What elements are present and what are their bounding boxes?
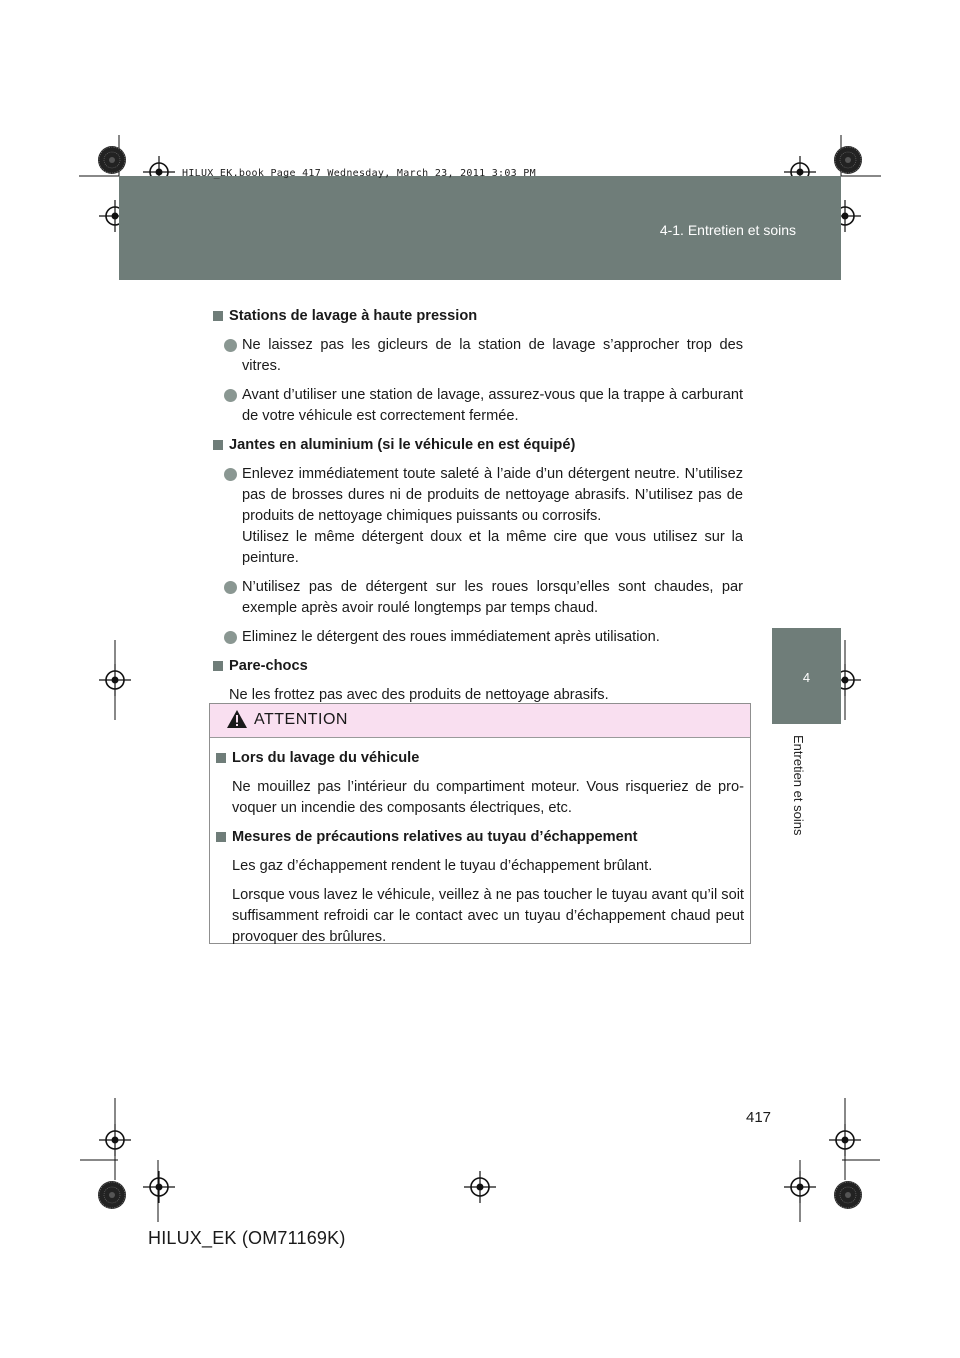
warning-triangle-icon (226, 709, 248, 729)
list-item (213, 627, 743, 648)
warning-text: Lorsque vous lavez le véhicule, veillez à ne pas toucher le tuyau avant qu’il soit suffisamment refroidi car le contact avec un tuyau d’échappement chaud peut provoquer des brûlures. (232, 887, 744, 945)
section-heading: Stations de lavage à haute pression (213, 306, 743, 327)
section-heading: Jantes en aluminium (si le véhicule en est équipé) (213, 435, 743, 456)
bullet-icon (224, 468, 237, 481)
book-info-line: HILUX_EK.book Page 417 Wednesday, March 23, 2011 3:03 PM (182, 168, 536, 179)
main-content (213, 306, 743, 714)
warning-box (209, 703, 751, 944)
bullet-icon (224, 631, 237, 644)
page-number: 417 (746, 1109, 772, 1126)
list-item-text: Utilisez le même détergent doux et la même cire que vous utilisez sur la peinture. (242, 529, 743, 566)
chapter-side-label: Entretien et soins (791, 735, 806, 836)
list-item (213, 464, 743, 569)
list-item (213, 577, 743, 619)
section-title: 4-1. Entretien et soins (659, 222, 796, 238)
warning-heading: Lors du lavage du véhicule (216, 748, 744, 769)
warning-text: Ne mouillez pas l’intérieur du compartiment moteur. Vous risqueriez de provoquer un incendie des composants électriques, etc. (232, 779, 744, 816)
section-heading: Pare-chocs (213, 656, 743, 677)
bullet-icon (224, 389, 237, 402)
list-item-text: Enlevez immédiatement toute saleté à l’aide d’un détergent neutre. N’utilisez pas de brosses dures ni de produits de nettoyage abrasifs. N’utilisez pas de produits de nettoyage chimiques puissants ou corrosifs. (242, 466, 743, 524)
warning-heading: Mesures de précautions relatives au tuyau d’échappement (216, 827, 744, 848)
list-item-text: Ne laissez pas les gicleurs de la station de lavage s’approcher trop des vitres. (242, 337, 743, 374)
warning-header (210, 704, 750, 738)
list-item (213, 335, 743, 377)
list-item-text: Eliminez le détergent des roues immédiatement après utilisation. (242, 629, 660, 645)
warning-title: ATTENTION (254, 711, 348, 728)
chapter-number: 4 (802, 670, 811, 685)
header-band (119, 176, 841, 280)
paragraph: Ne les frottez pas avec des produits de nettoyage abrasifs. (229, 687, 609, 703)
chapter-tab (772, 628, 841, 724)
bullet-icon (224, 581, 237, 594)
list-item-text: Avant d’utiliser une station de lavage, assurez-vous que la trappe à carburant de votre véhicule est correctement fermée. (242, 387, 743, 424)
list-item-text: N’utilisez pas de détergent sur les roues lorsqu’elles sont chaudes, par exemple après avoir roulé longtemps par temps chaud. (242, 579, 743, 616)
warning-body (210, 738, 750, 948)
warning-text: Les gaz d’échappement rendent le tuyau d’échappement brûlant. (232, 858, 653, 874)
bullet-icon (224, 339, 237, 352)
document-code: HILUX_EK (OM71169K) (148, 1228, 346, 1248)
list-item (213, 385, 743, 427)
